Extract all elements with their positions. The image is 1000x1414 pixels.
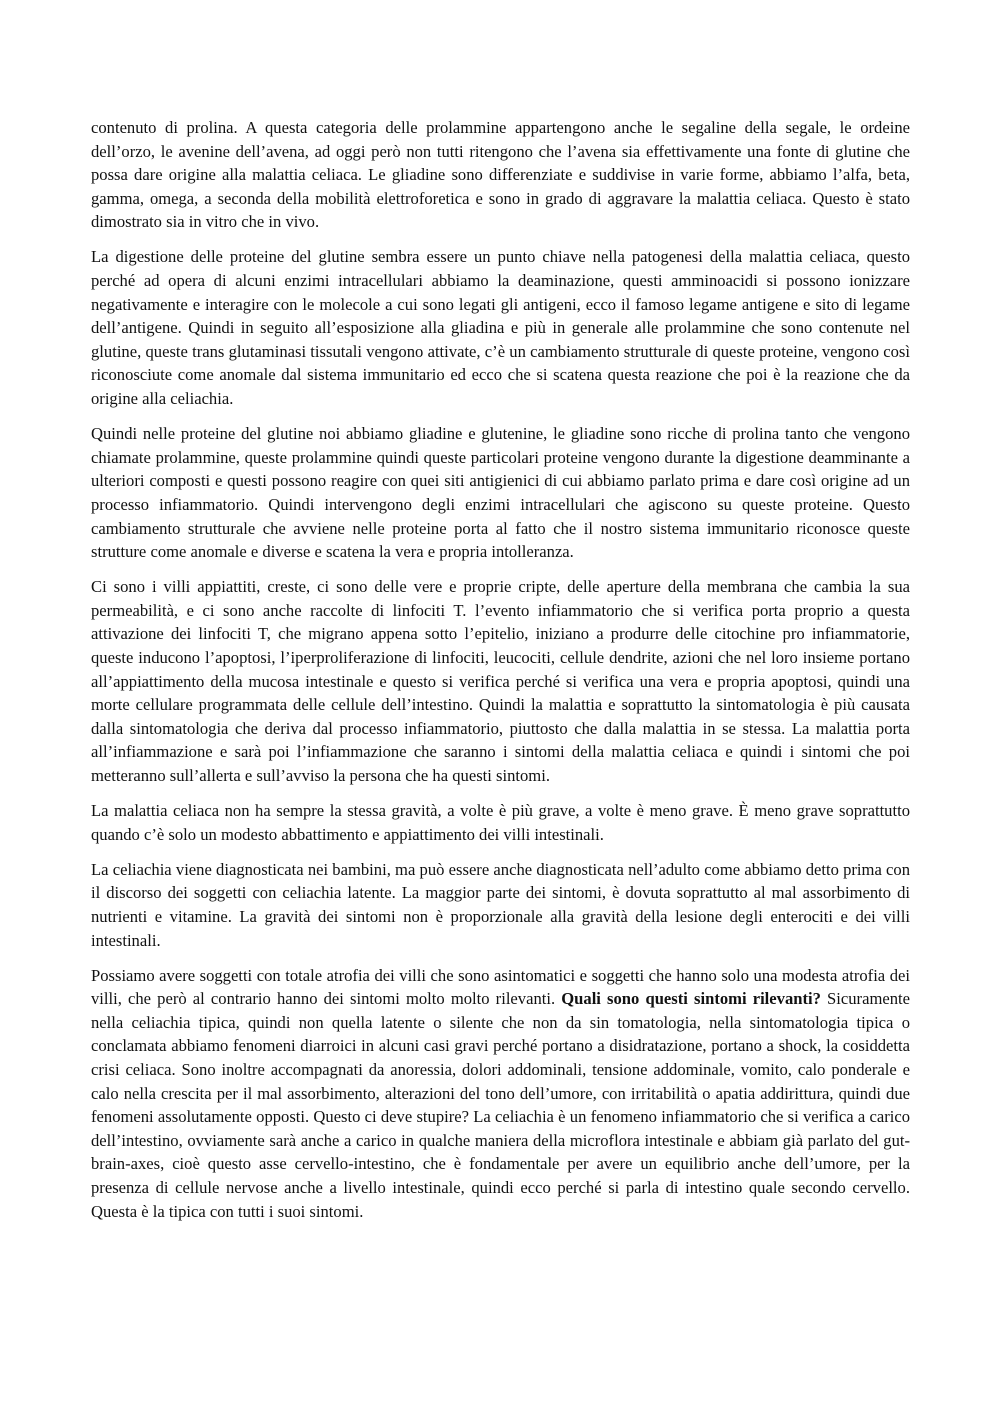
paragraph-diagnosi: La celiachia viene diagnosticata nei bambini, ma può essere anche diagnosticata nell’adulto come abbiamo detto prima con il discorso dei soggetti con celiachia latente. La maggior parte dei sintomi, è dovuta soprattutto al mal assorbimento di nutrienti e vitamine. La gravità dei sintomi non è proporzionale alla gravità della lesione degli enterociti e dei villi intestinali.: [91, 859, 910, 950]
paragraph-sintomi: [91, 964, 910, 1224]
paragraph-villi-appiattiti: Ci sono i villi appiattiti, creste, ci sono delle vere e proprie cripte, delle aperture della membrana che cambia la sua permeabilità, e ci sono anche raccolte di linfociti T. l’evento infiammatorio che si verifica porta proprio a questa attivazione dei linfociti T, che migrano appena sotto l’epitelio, iniziano a produrre delle citochine pro infiammatorie, queste inducono l’apoptosi, l’iperproliferazione di linfociti, leucociti, cellule dendrite, azioni che nel loro insieme portano all’appiattimento della mucosa intestinale e questo si verifica perché si verifica una vera e propria apoptosi, quindi una morte cellulare programmata delle cellule dell’intestino. Quindi la malattia e soprattutto la sintomatologia è più causata dalla sintomatologia che deriva dal processo infiammatorio, piuttosto che dalla malattia in se stessa. La malattia porta all’infiammazione e sarà poi l’infiammazione che saranno i sintomi della malattia celiaca e quindi i sintomi che poi metteranno sull’allerta e sull’avviso la persona che ha questi sintomi.: [91, 577, 910, 785]
paragraph-gliadine-glutenine: Quindi nelle proteine del glutine noi abbiamo gliadine e glutenine, le gliadine sono ricche di prolina tanto che vengono chiamate prolammine, queste prolammine quindi queste particolari proteine vengono durante la digestione deamminante a ulteriori composti e questi possono reagire con quei siti antigienici di cui abbiamo parlato prima e dare così origine ad un processo infiammatorio. Quindi intervengono degli enzimi intracellulari che agiscono su queste proteine. Questo cambiamento strutturale che avviene nelle proteine porta al fatto che il nostro sistema immunitario riconosce queste strutture come anomale e diverse e scatena la vera e propria intolleranza.: [91, 424, 910, 562]
document-page: [91, 116, 910, 1235]
sintomi-text-before: Possiamo avere soggetti con totale atrofia dei villi che sono asintomatici e soggetti che hanno solo una modesta atrofia dei villi, che però al contrario hanno dei sintomi molto molto rilevanti.: [91, 965, 910, 1009]
paragraph-digestione-glutine: La digestione delle proteine del glutine sembra essere un punto chiave nella patogenesi della malattia celiaca, questo perché ad opera di alcuni enzimi intracellulari abbiamo la deaminazione, questi amminoacidi si possono ionizzare negativamente e interagire con le molecole a cui sono legati gli antigeni, ecco il famoso legame antigene e sito di legame dell’antigene. Quindi in seguito all’esposizione alla gliadina e più in generale alle prolammine che sono contenute nel glutine, queste trans glutaminasi tissutali vengono attivate, c’è un cambiamento strutturale di queste proteine, vengono così riconosciute come anomale dal sistema immunitario ed ecco che si scatena questa reazione che poi è la reazione che da origine alla celiachia.: [91, 247, 910, 409]
paragraph-gravita: La malattia celiaca non ha sempre la stessa gravità, a volte è più grave, a volte è meno grave. È meno grave soprattutto quando c’è solo un modesto abbattimento e appiattimento dei villi intestinali.: [91, 801, 910, 844]
sintomi-question-bold: Quali sono questi sintomi rilevanti?: [561, 989, 821, 1009]
sintomi-text-after: Sicuramente nella celiachia tipica, quindi non quella latente o silente che non da sin tomatologia, nella sintomatologia tipica o conclamata abbiamo fenomeni diarroici in alcuni casi gravi perché portano a disidratazione, portano a shock, la cosiddetta crisi celiaca. Sono inoltre accompagnati da anoressia, dolori addominali, tensione addominale, vomito, calo ponderale e calo nella crescita per il mal assorbimento, alterazioni del tono dell’umore, con irritabilità o apatia addirittura, quindi due fenomeni assolutamente opposti. Questo ci deve stupire? La celiachia è un fenomeno infiammatorio che si verifica a carico dell’intestino, ovviamente sarà anche a carico in qualche maniera della microflora intestinale e abbiam già parlato del gut-brain-axes, cioè questo asse cervello-intestino, che è fondamentale per avere un equilibrio anche dell’umore, per la presenza di cellule nervose anche a livello intestinale, quindi ecco perché si parla di intestino quale secondo cervello. Questa è la tipica con tutti i suoi sintomi.: [91, 989, 910, 1221]
paragraph-prolammine: contenuto di prolina. A questa categoria delle prolammine appartengono anche le segaline della segale, le ordeine dell’orzo, le avenine dell’avena, ad oggi però non tutti ritengono che l’avena sia effettivamente una fonte di glutine che possa dare origine alla malattia celiaca. Le gliadine sono differenziate e suddivise in varie forme, abbiamo l’alfa, beta, gamma, omega, a seconda della mobilità elettroforetica e sono in grado di aggravare la malattia celiaca. Questo è stato dimostrato sia in vitro che in vivo.: [91, 118, 910, 232]
